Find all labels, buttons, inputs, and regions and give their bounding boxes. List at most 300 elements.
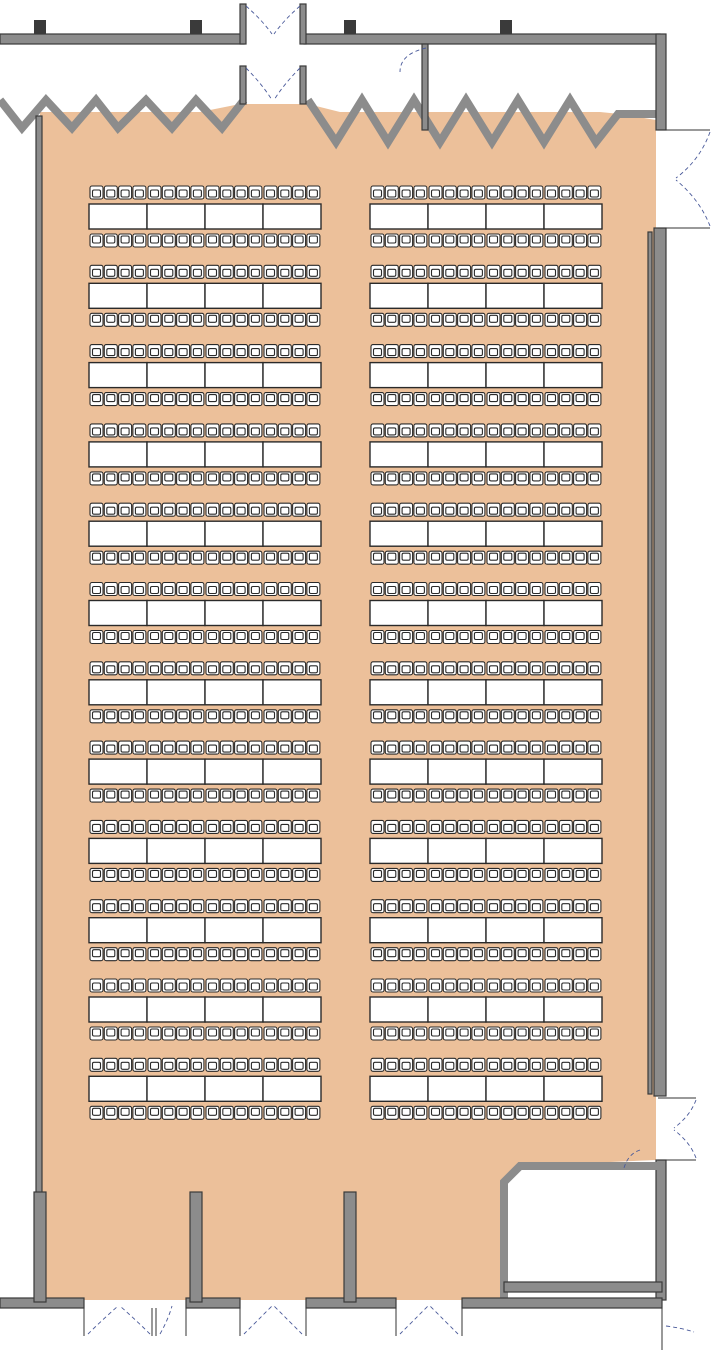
chair-icon	[545, 662, 558, 675]
chair-icon	[429, 234, 442, 247]
chair-icon	[429, 631, 442, 644]
chair-icon	[90, 789, 103, 802]
table	[544, 521, 602, 546]
chair-icon	[278, 662, 291, 675]
chair-icon	[220, 345, 233, 358]
chair-icon	[559, 234, 572, 247]
corridor-pier-1	[34, 20, 46, 34]
table	[486, 680, 544, 705]
chair-icon	[400, 472, 413, 485]
chair-icon	[530, 710, 543, 723]
chair-icon	[458, 1058, 471, 1071]
chair-icon	[385, 1027, 398, 1040]
chair-icon	[104, 424, 117, 437]
door-bottom-right[interactable]	[662, 1308, 694, 1350]
table	[205, 997, 263, 1022]
chair-icon	[264, 472, 277, 485]
table	[486, 283, 544, 308]
chair-icon	[371, 741, 384, 754]
chair-icon	[119, 345, 132, 358]
chair-icon	[235, 186, 248, 199]
chair-icon	[588, 789, 601, 802]
chair-icon	[133, 948, 146, 961]
chair-icon	[119, 789, 132, 802]
chair-icon	[162, 820, 175, 833]
chair-icon	[458, 186, 471, 199]
chair-icon	[148, 820, 161, 833]
chair-icon	[429, 979, 442, 992]
chair-icon	[220, 710, 233, 723]
chair-icon	[487, 186, 500, 199]
chair-icon	[371, 313, 384, 326]
chair-icon	[371, 868, 384, 881]
chair-icon	[191, 820, 204, 833]
chair-icon	[414, 820, 427, 833]
chair-icon	[90, 265, 103, 278]
chair-icon	[501, 868, 514, 881]
chair-icon	[264, 503, 277, 516]
chair-icon	[177, 472, 190, 485]
chair-icon	[307, 820, 320, 833]
chair-icon	[278, 1106, 291, 1119]
chair-icon	[307, 1058, 320, 1071]
chair-icon	[148, 741, 161, 754]
chair-icon	[371, 186, 384, 199]
chair-icon	[516, 868, 529, 881]
chair-icon	[162, 1027, 175, 1040]
chair-icon	[220, 234, 233, 247]
chair-icon	[177, 662, 190, 675]
chair-icon	[104, 868, 117, 881]
chair-icon	[385, 345, 398, 358]
chair-icon	[191, 710, 204, 723]
table	[89, 204, 147, 229]
chair-icon	[249, 234, 262, 247]
chair-icon	[133, 789, 146, 802]
chair-icon	[574, 313, 587, 326]
chair-icon	[516, 820, 529, 833]
chair-icon	[574, 234, 587, 247]
chair-icon	[574, 868, 587, 881]
chair-icon	[264, 979, 277, 992]
chair-icon	[307, 1106, 320, 1119]
table	[370, 997, 428, 1022]
chair-icon	[574, 741, 587, 754]
chair-icon	[307, 900, 320, 913]
chair-icon	[206, 710, 219, 723]
chair-icon	[148, 345, 161, 358]
chair-icon	[133, 345, 146, 358]
chair-icon	[516, 662, 529, 675]
table	[544, 1076, 602, 1101]
corridor-wall-left	[0, 34, 244, 44]
chair-icon	[162, 265, 175, 278]
chair-icon	[264, 868, 277, 881]
chair-icon	[148, 1106, 161, 1119]
table	[147, 680, 205, 705]
chair-icon	[264, 948, 277, 961]
chair-icon	[429, 313, 442, 326]
chair-icon	[516, 710, 529, 723]
chair-icon	[278, 741, 291, 754]
chair-icon	[443, 710, 456, 723]
table	[544, 363, 602, 388]
chair-icon	[177, 1027, 190, 1040]
chair-icon	[278, 313, 291, 326]
chair-icon	[429, 1058, 442, 1071]
right-wall-inner-line	[648, 232, 652, 1094]
chair-icon	[119, 186, 132, 199]
table	[205, 204, 263, 229]
chair-icon	[530, 631, 543, 644]
chair-icon	[516, 551, 529, 564]
chair-icon	[191, 900, 204, 913]
chair-icon	[307, 265, 320, 278]
chair-icon	[530, 234, 543, 247]
chair-icon	[385, 741, 398, 754]
chair-icon	[104, 265, 117, 278]
chair-icon	[177, 820, 190, 833]
chair-icon	[235, 868, 248, 881]
chair-icon	[400, 234, 413, 247]
chair-icon	[472, 472, 485, 485]
chair-icon	[530, 503, 543, 516]
chair-icon	[414, 313, 427, 326]
chair-icon	[559, 662, 572, 675]
chair-icon	[104, 313, 117, 326]
chair-icon	[501, 948, 514, 961]
chair-icon	[220, 583, 233, 596]
chair-icon	[133, 313, 146, 326]
chair-icon	[588, 472, 601, 485]
left-wall	[36, 116, 42, 1302]
chair-icon	[400, 741, 413, 754]
chair-icon	[148, 1058, 161, 1071]
table	[263, 521, 321, 546]
chair-icon	[249, 265, 262, 278]
chair-icon	[443, 948, 456, 961]
chair-icon	[443, 234, 456, 247]
chair-icon	[133, 234, 146, 247]
chair-icon	[530, 424, 543, 437]
table	[428, 442, 486, 467]
chair-icon	[162, 393, 175, 406]
chair-icon	[104, 979, 117, 992]
chair-icon	[90, 551, 103, 564]
chair-icon	[443, 789, 456, 802]
chair-icon	[429, 710, 442, 723]
chair-icon	[307, 313, 320, 326]
door-bottom-1[interactable]	[84, 1306, 152, 1336]
chair-icon	[133, 472, 146, 485]
chair-icon	[191, 1106, 204, 1119]
chair-icon	[501, 345, 514, 358]
chair-icon	[191, 948, 204, 961]
chair-icon	[278, 868, 291, 881]
chair-icon	[278, 710, 291, 723]
chair-icon	[559, 313, 572, 326]
chair-icon	[293, 631, 306, 644]
chair-icon	[501, 551, 514, 564]
chair-icon	[148, 900, 161, 913]
chair-icon	[414, 583, 427, 596]
chair-icon	[588, 1106, 601, 1119]
chair-icon	[162, 503, 175, 516]
chair-icon	[458, 662, 471, 675]
table	[263, 283, 321, 308]
table	[263, 918, 321, 943]
chair-icon	[249, 583, 262, 596]
table	[147, 283, 205, 308]
chair-icon	[516, 741, 529, 754]
chair-icon	[133, 820, 146, 833]
chair-icon	[133, 1027, 146, 1040]
chair-icon	[371, 662, 384, 675]
chair-icon	[307, 662, 320, 675]
chair-icon	[414, 186, 427, 199]
chair-icon	[162, 979, 175, 992]
chair-icon	[235, 503, 248, 516]
chair-icon	[293, 741, 306, 754]
chair-icon	[162, 186, 175, 199]
chair-icon	[429, 345, 442, 358]
chair-icon	[235, 234, 248, 247]
chair-icon	[414, 234, 427, 247]
chair-icon	[385, 1106, 398, 1119]
door-bottom-2[interactable]	[156, 1306, 186, 1336]
chair-icon	[162, 741, 175, 754]
chair-icon	[162, 424, 175, 437]
chair-icon	[293, 551, 306, 564]
chair-icon	[414, 1027, 427, 1040]
chair-icon	[278, 1027, 291, 1040]
chair-icon	[559, 979, 572, 992]
chair-icon	[443, 265, 456, 278]
chair-icon	[206, 1027, 219, 1040]
chair-icon	[162, 345, 175, 358]
chair-icon	[133, 868, 146, 881]
chair-icon	[264, 583, 277, 596]
chair-icon	[148, 472, 161, 485]
chair-icon	[220, 503, 233, 516]
chair-icon	[206, 583, 219, 596]
chair-icon	[487, 393, 500, 406]
table	[370, 204, 428, 229]
chair-icon	[400, 583, 413, 596]
chair-icon	[574, 472, 587, 485]
chair-icon	[293, 313, 306, 326]
chair-icon	[235, 1027, 248, 1040]
chair-icon	[501, 1058, 514, 1071]
chair-icon	[588, 631, 601, 644]
chair-icon	[559, 631, 572, 644]
chair-icon	[559, 741, 572, 754]
chair-icon	[472, 1106, 485, 1119]
chair-icon	[133, 265, 146, 278]
chair-icon	[235, 900, 248, 913]
chair-icon	[487, 631, 500, 644]
chair-icon	[574, 948, 587, 961]
door-bottom-3[interactable]	[240, 1306, 306, 1336]
chair-icon	[458, 710, 471, 723]
chair-icon	[162, 900, 175, 913]
table	[428, 521, 486, 546]
chair-icon	[177, 900, 190, 913]
chair-icon	[501, 313, 514, 326]
door-top-ballroom[interactable]	[246, 68, 300, 100]
chair-icon	[516, 472, 529, 485]
door-bottom-4[interactable]	[396, 1306, 462, 1336]
chair-icon	[516, 345, 529, 358]
chair-icon	[516, 424, 529, 437]
chair-icon	[307, 503, 320, 516]
chair-icon	[545, 900, 558, 913]
chair-icon	[443, 313, 456, 326]
chair-icon	[104, 234, 117, 247]
chair-icon	[443, 424, 456, 437]
chair-icon	[293, 393, 306, 406]
chair-icon	[249, 393, 262, 406]
corridor-pier-2	[190, 20, 202, 34]
door-top-corridor[interactable]	[246, 6, 300, 34]
chair-icon	[293, 583, 306, 596]
top-door-jamb-left	[240, 4, 246, 44]
chair-icon	[487, 710, 500, 723]
chair-icon	[307, 710, 320, 723]
chair-icon	[559, 583, 572, 596]
chair-icon	[133, 551, 146, 564]
chair-icon	[220, 393, 233, 406]
chair-icon	[574, 631, 587, 644]
chair-icon	[119, 979, 132, 992]
table	[263, 363, 321, 388]
chair-icon	[530, 820, 543, 833]
table	[263, 204, 321, 229]
chair-icon	[385, 820, 398, 833]
door-right-upper[interactable]	[658, 130, 710, 228]
chair-icon	[530, 551, 543, 564]
chair-icon	[371, 345, 384, 358]
chair-icon	[385, 789, 398, 802]
table	[428, 363, 486, 388]
table	[486, 759, 544, 784]
chair-icon	[371, 503, 384, 516]
chair-icon	[307, 551, 320, 564]
right-wall-outer	[656, 34, 666, 130]
chair-icon	[220, 1027, 233, 1040]
chair-icon	[148, 1027, 161, 1040]
chair-icon	[530, 472, 543, 485]
chair-icon	[119, 868, 132, 881]
chair-icon	[472, 503, 485, 516]
chair-icon	[501, 503, 514, 516]
chair-icon	[530, 662, 543, 675]
chair-icon	[574, 583, 587, 596]
chair-icon	[220, 265, 233, 278]
chair-icon	[414, 948, 427, 961]
chair-icon	[235, 1058, 248, 1071]
table	[428, 283, 486, 308]
chair-icon	[249, 186, 262, 199]
chair-icon	[559, 551, 572, 564]
chair-icon	[119, 820, 132, 833]
chair-icon	[206, 789, 219, 802]
chair-icon	[414, 789, 427, 802]
chair-icon	[90, 662, 103, 675]
table	[89, 997, 147, 1022]
table	[370, 759, 428, 784]
chair-icon	[414, 551, 427, 564]
chair-icon	[307, 741, 320, 754]
chair-icon	[119, 551, 132, 564]
chair-icon	[90, 710, 103, 723]
chair-icon	[385, 393, 398, 406]
chair-icon	[206, 1058, 219, 1071]
chair-icon	[487, 345, 500, 358]
door-right-lower[interactable]	[658, 1098, 696, 1160]
chair-icon	[307, 789, 320, 802]
chair-icon	[133, 1106, 146, 1119]
chair-icon	[191, 424, 204, 437]
chair-icon	[385, 710, 398, 723]
chair-icon	[588, 313, 601, 326]
chair-icon	[530, 868, 543, 881]
chair-icon	[516, 265, 529, 278]
chair-icon	[371, 583, 384, 596]
chair-icon	[574, 710, 587, 723]
chair-icon	[487, 1058, 500, 1071]
chair-icon	[588, 868, 601, 881]
chair-icon	[104, 662, 117, 675]
chair-icon	[191, 345, 204, 358]
chair-icon	[501, 741, 514, 754]
chair-icon	[235, 741, 248, 754]
chair-icon	[177, 710, 190, 723]
chair-icon	[104, 900, 117, 913]
chair-icon	[472, 186, 485, 199]
chair-icon	[148, 265, 161, 278]
chair-icon	[385, 424, 398, 437]
chair-icon	[206, 741, 219, 754]
chair-icon	[458, 503, 471, 516]
chair-icon	[249, 868, 262, 881]
chair-icon	[371, 710, 384, 723]
table	[147, 204, 205, 229]
chair-icon	[385, 868, 398, 881]
chair-icon	[458, 393, 471, 406]
chair-icon	[545, 820, 558, 833]
chair-icon	[104, 1027, 117, 1040]
table	[205, 918, 263, 943]
chair-icon	[559, 345, 572, 358]
chair-icon	[414, 345, 427, 358]
table	[263, 1076, 321, 1101]
table	[428, 680, 486, 705]
chair-icon	[501, 900, 514, 913]
chair-icon	[429, 900, 442, 913]
chair-icon	[516, 313, 529, 326]
chair-icon	[249, 424, 262, 437]
chair-icon	[235, 424, 248, 437]
chair-icon	[220, 820, 233, 833]
table	[544, 283, 602, 308]
chair-icon	[400, 393, 413, 406]
chair-icon	[148, 979, 161, 992]
chair-icon	[371, 948, 384, 961]
chair-icon	[177, 313, 190, 326]
chair-icon	[235, 820, 248, 833]
chair-icon	[588, 1027, 601, 1040]
